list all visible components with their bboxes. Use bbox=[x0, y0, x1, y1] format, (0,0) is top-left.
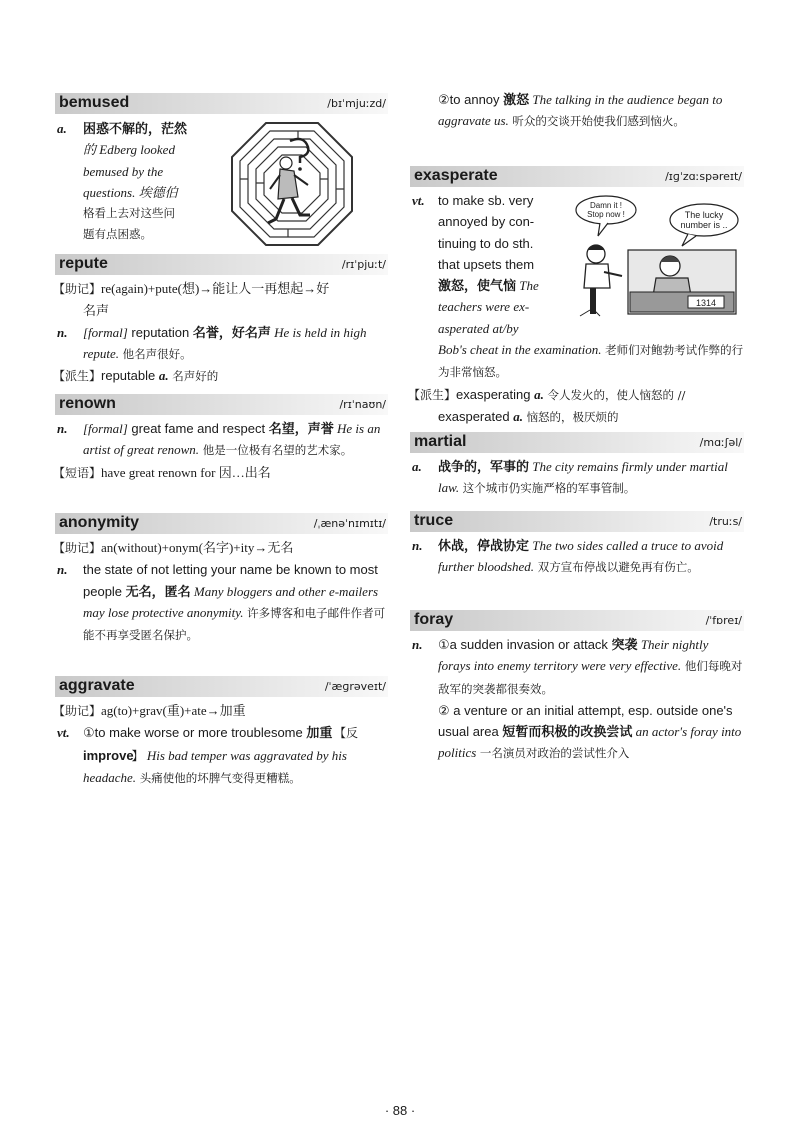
derived-cn: 令人发火的，使人恼怒的 // bbox=[547, 387, 686, 402]
entry-header bbox=[55, 93, 388, 114]
example: The bbox=[516, 278, 539, 294]
definition-cn: 困惑不解的，茫然 bbox=[83, 121, 188, 136]
derived-label: 【派生】 bbox=[53, 369, 102, 384]
example: Many bloggers and other e-mailers may lose protective anonymity. bbox=[83, 583, 379, 620]
sense bbox=[55, 722, 388, 789]
phonetic: /ˈæɡrəveɪt/ bbox=[324, 680, 386, 693]
example-cn: 他是一位极有名望的艺术家。 bbox=[199, 443, 353, 458]
definition-cn: 短暂而积极的改换尝试 bbox=[502, 724, 633, 740]
phonetic: /truːs/ bbox=[709, 515, 742, 528]
part-of-speech: a. bbox=[412, 459, 422, 474]
phonetic: /rɪˈpjuːt/ bbox=[341, 258, 386, 271]
sense bbox=[410, 456, 744, 500]
definition-cn: 休战，停战协定 bbox=[438, 538, 530, 553]
entry-truce bbox=[410, 511, 744, 579]
svg-text:The lucky: The lucky bbox=[684, 210, 724, 220]
headword: martial bbox=[414, 433, 467, 450]
entry-header bbox=[410, 511, 744, 532]
definition-cn: 突袭 bbox=[611, 637, 638, 652]
headword: truce bbox=[414, 512, 454, 529]
headword: anonymity bbox=[59, 514, 140, 531]
part-of-speech: n. bbox=[412, 538, 423, 553]
example: The city remains firmly under martial law. bbox=[438, 459, 728, 496]
example-cn: 他名声很好。 bbox=[118, 346, 192, 361]
phonetic: /ɪɡˈzɑːspəreɪt/ bbox=[665, 170, 742, 183]
cartoon-illustration bbox=[570, 192, 742, 324]
antonym-word: improve bbox=[83, 747, 134, 763]
entry-anonymity bbox=[55, 513, 388, 646]
entry-body bbox=[55, 697, 388, 789]
example-cn: 老师们对鲍勃考试作弊的行为非常恼怒。 bbox=[438, 343, 744, 380]
entry-renown bbox=[55, 394, 388, 484]
example: He is an artist of great renown. bbox=[83, 421, 381, 458]
example-cn: 一名演员对政治的尝试性介入 bbox=[476, 746, 630, 761]
speech-bubble-right bbox=[670, 204, 738, 246]
definition: reputation bbox=[127, 324, 193, 340]
part-of-speech: vt. bbox=[57, 725, 70, 741]
mnemonic bbox=[55, 700, 388, 722]
phrase bbox=[55, 462, 388, 484]
part-of-speech: a. bbox=[57, 121, 67, 136]
entry-header bbox=[55, 394, 388, 415]
definition-cn: 名誉，好名声 bbox=[192, 324, 271, 340]
part-of-speech: n. bbox=[412, 637, 423, 652]
entry-aggravate-continued bbox=[410, 89, 744, 133]
entry-header bbox=[410, 166, 744, 187]
maze-illustration bbox=[228, 119, 356, 249]
sense-number: ① bbox=[83, 725, 95, 741]
derived-cn: 名声好的 bbox=[172, 369, 219, 384]
entry-header bbox=[55, 254, 388, 275]
example-cn: 格看上去对这些问 bbox=[83, 206, 175, 221]
definition-cn: 无名，匿名 bbox=[125, 583, 191, 599]
headword: exasperate bbox=[414, 167, 498, 184]
booth-sign: 1314 bbox=[695, 298, 717, 308]
part-of-speech: n. bbox=[57, 324, 68, 340]
example: Their nightly forays into enemy territory were very effective. bbox=[438, 637, 709, 674]
phonetic: /mɑːʃəl/ bbox=[699, 436, 742, 449]
entry-body bbox=[55, 534, 388, 646]
sense-number: ② bbox=[438, 92, 450, 107]
sense bbox=[410, 634, 744, 700]
mnemonic-label: 【助记】 bbox=[53, 704, 102, 718]
phrase-label: 【短语】 bbox=[53, 465, 102, 480]
example-cn: 双方宣布停战以避免再有伤亡。 bbox=[534, 560, 699, 575]
sense bbox=[410, 535, 744, 579]
part-of-speech: vt. bbox=[412, 193, 425, 208]
register-label: [formal] bbox=[83, 421, 128, 436]
example-line: 的 Edberg looked bbox=[83, 142, 175, 158]
sense bbox=[55, 559, 388, 646]
antonym-label-end: 】 bbox=[131, 748, 144, 763]
example: His bad temper was aggravated by his headache. bbox=[83, 747, 347, 785]
derived bbox=[410, 384, 744, 406]
part-of-speech: n. bbox=[57, 421, 68, 436]
headword: aggravate bbox=[59, 677, 135, 694]
example: The talking in the audience began to aggravate us. bbox=[438, 92, 723, 129]
example-line: asperated at/by bbox=[438, 320, 519, 336]
example-cn: 头痛使他的坏脾气变得更糟糕。 bbox=[136, 770, 301, 785]
derived bbox=[410, 406, 744, 428]
booth-with-man bbox=[628, 250, 736, 314]
definition: to annoy bbox=[449, 92, 504, 107]
example-cn: 题有点困惑。 bbox=[83, 227, 152, 242]
sense bbox=[410, 700, 744, 765]
definition: a venture or an initial attempt, esp. outside one's usual area bbox=[438, 702, 733, 740]
definition-cn: 战争的，军事的 bbox=[438, 459, 530, 474]
definition-cn: 加重 bbox=[306, 725, 333, 741]
page-number: · 88 · bbox=[384, 1103, 416, 1118]
part-of-speech: a. bbox=[513, 408, 523, 424]
entry-aggravate bbox=[55, 676, 388, 789]
derived-word: exasperated bbox=[438, 408, 510, 424]
headword: foray bbox=[414, 611, 454, 628]
headword: bemused bbox=[59, 94, 130, 111]
phonetic: /ˌænəˈnɪmɪtɪ/ bbox=[313, 517, 386, 530]
entry-body bbox=[410, 532, 744, 579]
example-line: bemused by the bbox=[83, 163, 164, 179]
example: an actor's foray into politics bbox=[438, 724, 742, 761]
phrase-text: have great renown for bbox=[101, 464, 216, 480]
mnemonic-label: 【助记】 bbox=[53, 541, 102, 555]
entry-header bbox=[55, 676, 388, 697]
phonetic: /rɪˈnaʊn/ bbox=[339, 398, 386, 411]
entry-body bbox=[410, 631, 744, 765]
entry-header bbox=[410, 610, 744, 631]
entry-body bbox=[410, 89, 744, 133]
entry-foray bbox=[410, 610, 744, 765]
man-figure bbox=[268, 139, 310, 223]
mnemonic-label: 【助记】 bbox=[53, 282, 102, 296]
mnemonic bbox=[55, 537, 388, 559]
example: He is held in high repute. bbox=[83, 324, 367, 361]
example-line: questions. 埃德伯 bbox=[83, 184, 178, 200]
definition: the state of not letting your name be known to most people bbox=[83, 562, 378, 599]
mnemonic-text: an(without)+onym(名字)+ity→无名 bbox=[101, 540, 294, 555]
definition: great fame and respect bbox=[127, 421, 269, 436]
phonetic: /ˈfɒreɪ/ bbox=[705, 614, 742, 627]
definition-line: annoyed by con- bbox=[438, 214, 535, 230]
antonym-label: 【反 bbox=[334, 726, 359, 741]
entry-body bbox=[410, 453, 744, 500]
sense bbox=[55, 418, 388, 462]
sense-number: ② bbox=[438, 702, 450, 718]
svg-text:Damn it !: Damn it ! bbox=[589, 201, 623, 210]
example-line: teachers were ex- bbox=[438, 299, 530, 315]
part-of-speech: a. bbox=[534, 386, 544, 402]
mnemonic-text: re(again)+pute(想)→能让人一再想起→好 bbox=[101, 281, 330, 296]
example: Bob's cheat in the examination. bbox=[438, 342, 602, 358]
mnemonic-text: ag(to)+grav(重)+ate→加重 bbox=[101, 703, 246, 718]
entry-repute bbox=[55, 254, 388, 387]
entry-header bbox=[410, 432, 744, 453]
example-cn: 他们每晚对敌军的突袭都很奏效。 bbox=[438, 659, 743, 696]
headword: repute bbox=[59, 255, 108, 272]
speech-bubble-left bbox=[576, 196, 636, 236]
mnemonic bbox=[55, 278, 388, 300]
example-cn: 许多博客和电子邮件作者可能不再享受匿名保护。 bbox=[83, 605, 386, 643]
svg-text:Stop now !: Stop now ! bbox=[587, 210, 625, 219]
derived-word: reputable bbox=[101, 368, 156, 384]
headword: renown bbox=[59, 395, 116, 412]
definition-cn: 名望，声誉 bbox=[268, 421, 334, 436]
part-of-speech: n. bbox=[57, 562, 68, 578]
part-of-speech: a. bbox=[158, 368, 169, 384]
definition: a sudden invasion or attack bbox=[449, 637, 612, 652]
derived bbox=[55, 365, 388, 387]
example: The two sides called a truce to avoid further bloodshed. bbox=[438, 538, 724, 575]
phonetic: /bɪˈmjuːzd/ bbox=[327, 97, 386, 110]
svg-text:number is ..: number is .. bbox=[680, 220, 728, 230]
derived-label: 【派生】 bbox=[408, 387, 457, 402]
phrase-cn: 因…出名 bbox=[215, 464, 271, 480]
example-cn: 这个城市仍实施严格的军事管制。 bbox=[459, 481, 636, 496]
derived-word: exasperating bbox=[456, 386, 531, 402]
definition-cn: 激怒 bbox=[503, 92, 530, 107]
example-line bbox=[438, 339, 744, 384]
definition-line: tinuing to do sth. bbox=[438, 235, 534, 251]
entry-bemused bbox=[55, 93, 388, 246]
definition-line: to make sb. very bbox=[438, 193, 534, 208]
sense bbox=[55, 322, 388, 366]
entry-exasperate bbox=[410, 166, 744, 428]
example-cn: 听众的交谈开始使我们感到恼火。 bbox=[508, 114, 685, 129]
sense bbox=[410, 89, 744, 133]
entry-body bbox=[55, 275, 388, 387]
mnemonic-text: 名声 bbox=[83, 303, 110, 319]
derived-cn: 恼怒的，极厌烦的 bbox=[526, 409, 619, 424]
entry-martial bbox=[410, 432, 744, 500]
register-label: [formal] bbox=[83, 324, 128, 340]
worker-figure bbox=[580, 245, 622, 316]
definition-cn: 激怒，使气恼 bbox=[438, 278, 517, 294]
entry-body bbox=[55, 415, 388, 484]
definition: to make worse or more troublesome bbox=[94, 725, 307, 741]
sense-number: ① bbox=[438, 637, 450, 652]
definition-line: that upsets them bbox=[438, 256, 535, 272]
entry-header bbox=[55, 513, 388, 534]
